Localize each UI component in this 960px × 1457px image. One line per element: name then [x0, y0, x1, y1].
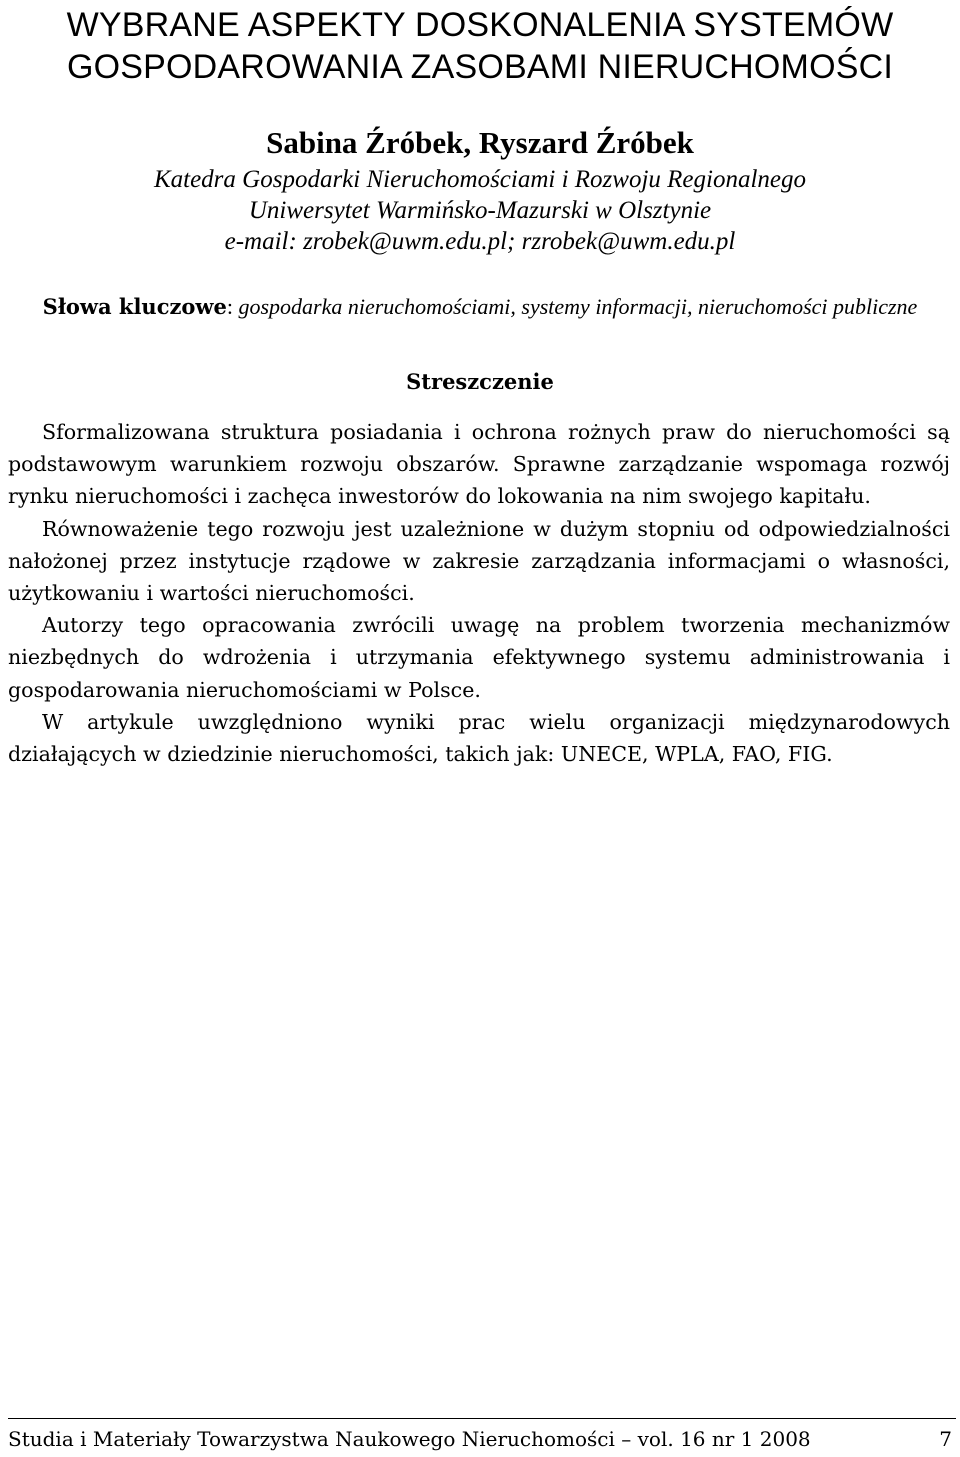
keywords-separator: : [226, 294, 239, 319]
affiliation-email: e-mail: zrobek@uwm.edu.pl; rzrobek@uwm.edu.pl [224, 228, 736, 255]
article-authors: Sabina Źróbek, Ryszard Źróbek [266, 125, 694, 160]
abstract-paragraph-3: Autorzy tego opracowania zwrócili uwagę na problem tworzenia mechanizmów niezbędnych do wdrożenia i utrzymania efektywnego systemu administrowania i gospodarowania nieruchomościami w Polsce. [8, 613, 950, 702]
article-title-line-2: GOSPODAROWANIA ZASOBAMI NIERUCHOMOŚCI [66, 48, 893, 86]
abstract-paragraph-2: Równoważenie tego rozwoju jest uzależnione w dużym stopniu od odpowiedzialności nałożonej przez instytucje rządowe w zakresie zarządzania informacjami o własności, użytkowaniu i wartości nieruchomości. [8, 516, 950, 606]
keywords-list: gospodarka nieruchomościami, systemy informacji, nieruchomości publiczne [238, 294, 918, 319]
abstract-body [8, 416, 950, 770]
abstract-heading: Streszczenie [406, 369, 554, 394]
affiliation-university: Uniwersytet Warmińsko-Mazurski w Olsztynie [248, 197, 712, 224]
keywords-block [20, 291, 940, 323]
abstract-paragraph-1: Sformalizowana struktura posiadania i ochrona rożnych praw do nieruchomości są podstawowym warunkiem rozwoju obszarów. Sprawne zarządzanie wspomaga rozwój rynku nieruchomości i zachęca inwestorów do lokowania na nim swojego kapitału. [8, 420, 950, 509]
footer-journal-info: Studia i Materiały Towarzystwa Naukowego Nieruchomości – vol. 16 nr 1 2008 [8, 1427, 811, 1451]
affiliation-department: Katedra Gospodarki Nieruchomościami i Rozwoju Regionalnego [153, 166, 807, 193]
footer-page-number: 7 [939, 1427, 952, 1451]
article-title [8, 4, 952, 88]
article-title-line-1: WYBRANE ASPEKTY DOSKONALENIA SYSTEMÓW [66, 6, 894, 44]
footer-divider [8, 1418, 956, 1419]
keywords-label: Słowa kluczowe [42, 294, 227, 319]
abstract-paragraph-4: W artykule uwzględniono wyniki prac wielu organizacji międzynarodowych działających w dziedzinie nieruchomości, takich jak: UNECE, WPLA, FAO, FIG. [8, 709, 950, 767]
